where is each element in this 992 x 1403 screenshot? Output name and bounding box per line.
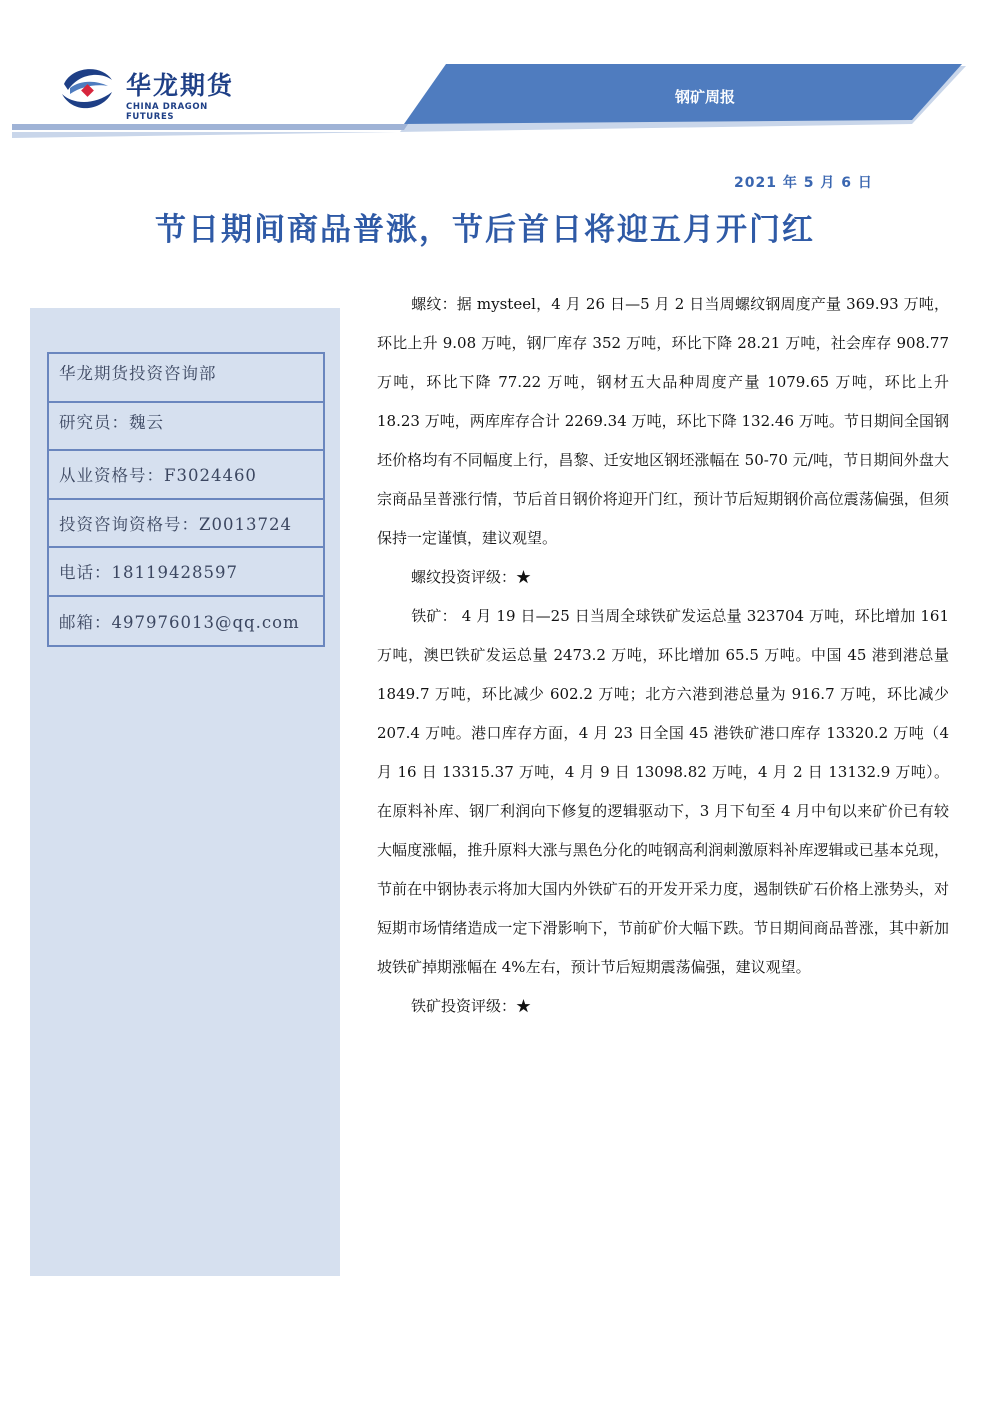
report-body <box>377 285 949 1026</box>
email-row[interactable]: 邮箱：497976013@qq.com <box>59 612 300 632</box>
analyst-info-box <box>47 352 325 647</box>
ore-text: 铁矿： 4 月 19 日—25 日当周全球铁矿发运总量 323704 万吨，环比增加 161 万吨，澳巴铁矿发运总量 2473.2 万吨，环比增加 65.5 万吨。中国 45 港到港总量 1849.7 万吨，环比减少 602.2 万吨；北方六港到港总量为 916.7 万吨，环比减少 207.4 万吨。港口库存方面，4 月 23 日全国 45 港铁矿港口库存 13320.2 万吨（4 月 16 日 13315.37 万吨，4 月 9 日 13098.82 万吨，4 月 2 日 13132.9 万吨）。在原料补库、钢厂利润向下修复的逻辑驱动下，3 月下旬至 4 月中旬以来矿价已有较大幅度涨幅，推升原料大涨与黑色分化的吨钢高利润刺激原料补库逻辑或已基本兑现，节前在中钢协表示将加大国内外铁矿石的开发开采力度，遏制铁矿石价格上涨势头，对短期市场情绪造成一定下滑影响下，节前矿价大幅下跌。节日期间商品普涨，其中新加坡铁矿掉期涨幅在 4%左右，预计节后短期震荡偏强，建议观望。 <box>377 607 949 976</box>
rebar-text: 螺纹：据 mysteel，4 月 26 日—5 月 2 日当周螺纹钢周度产量 369.93 万吨，环比上升 9.08 万吨，钢厂库存 352 万吨，环比下降 28.21 万吨，社会库存 908.77 万吨，环比下降 77.22 万吨，钢材五大品种周度产量 1079.65 万吨，环比上升 18.23 万吨，两库库存合计 2269.34 万吨，环比下降 132.46 万吨。节日期间全国钢坯价格均有不同幅度上行，昌黎、迁安地区钢坯涨幅在 50-70 元/吨，节日期间外盘大宗商品呈普涨行情，节后首日钢价将迎开门红，预计节后短期钢价高位震荡偏强，但须保持一定谨慎，建议观望。 <box>377 295 949 547</box>
ore-paragraph <box>377 597 949 987</box>
brand-name-cn: 华龙期货 <box>126 71 235 100</box>
rebar-paragraph <box>377 285 949 558</box>
report-date: 2021 年 5 月 6 日 <box>734 175 873 191</box>
department-row: 华龙期货投资咨询部 <box>49 354 323 403</box>
header-band <box>0 58 992 138</box>
ore-rating: 铁矿投资评级：★ <box>411 997 532 1015</box>
phone-row: 电话：18119428597 <box>49 548 323 597</box>
consulting-qualification-row: 投资咨询资格号：Z0013724 <box>49 500 323 549</box>
brand-name-en: CHINA DRAGON FUTURES <box>126 102 208 122</box>
report-title: 节日期间商品普涨，节后首日将迎五月开门红 <box>155 212 815 248</box>
researcher-row: 研究员：魏云 <box>49 403 323 452</box>
rebar-rating: 螺纹投资评级：★ <box>411 568 532 586</box>
report-type-tag: 钢矿周报 <box>674 88 735 106</box>
qualification-row: 从业资格号：F3024460 <box>49 451 323 500</box>
